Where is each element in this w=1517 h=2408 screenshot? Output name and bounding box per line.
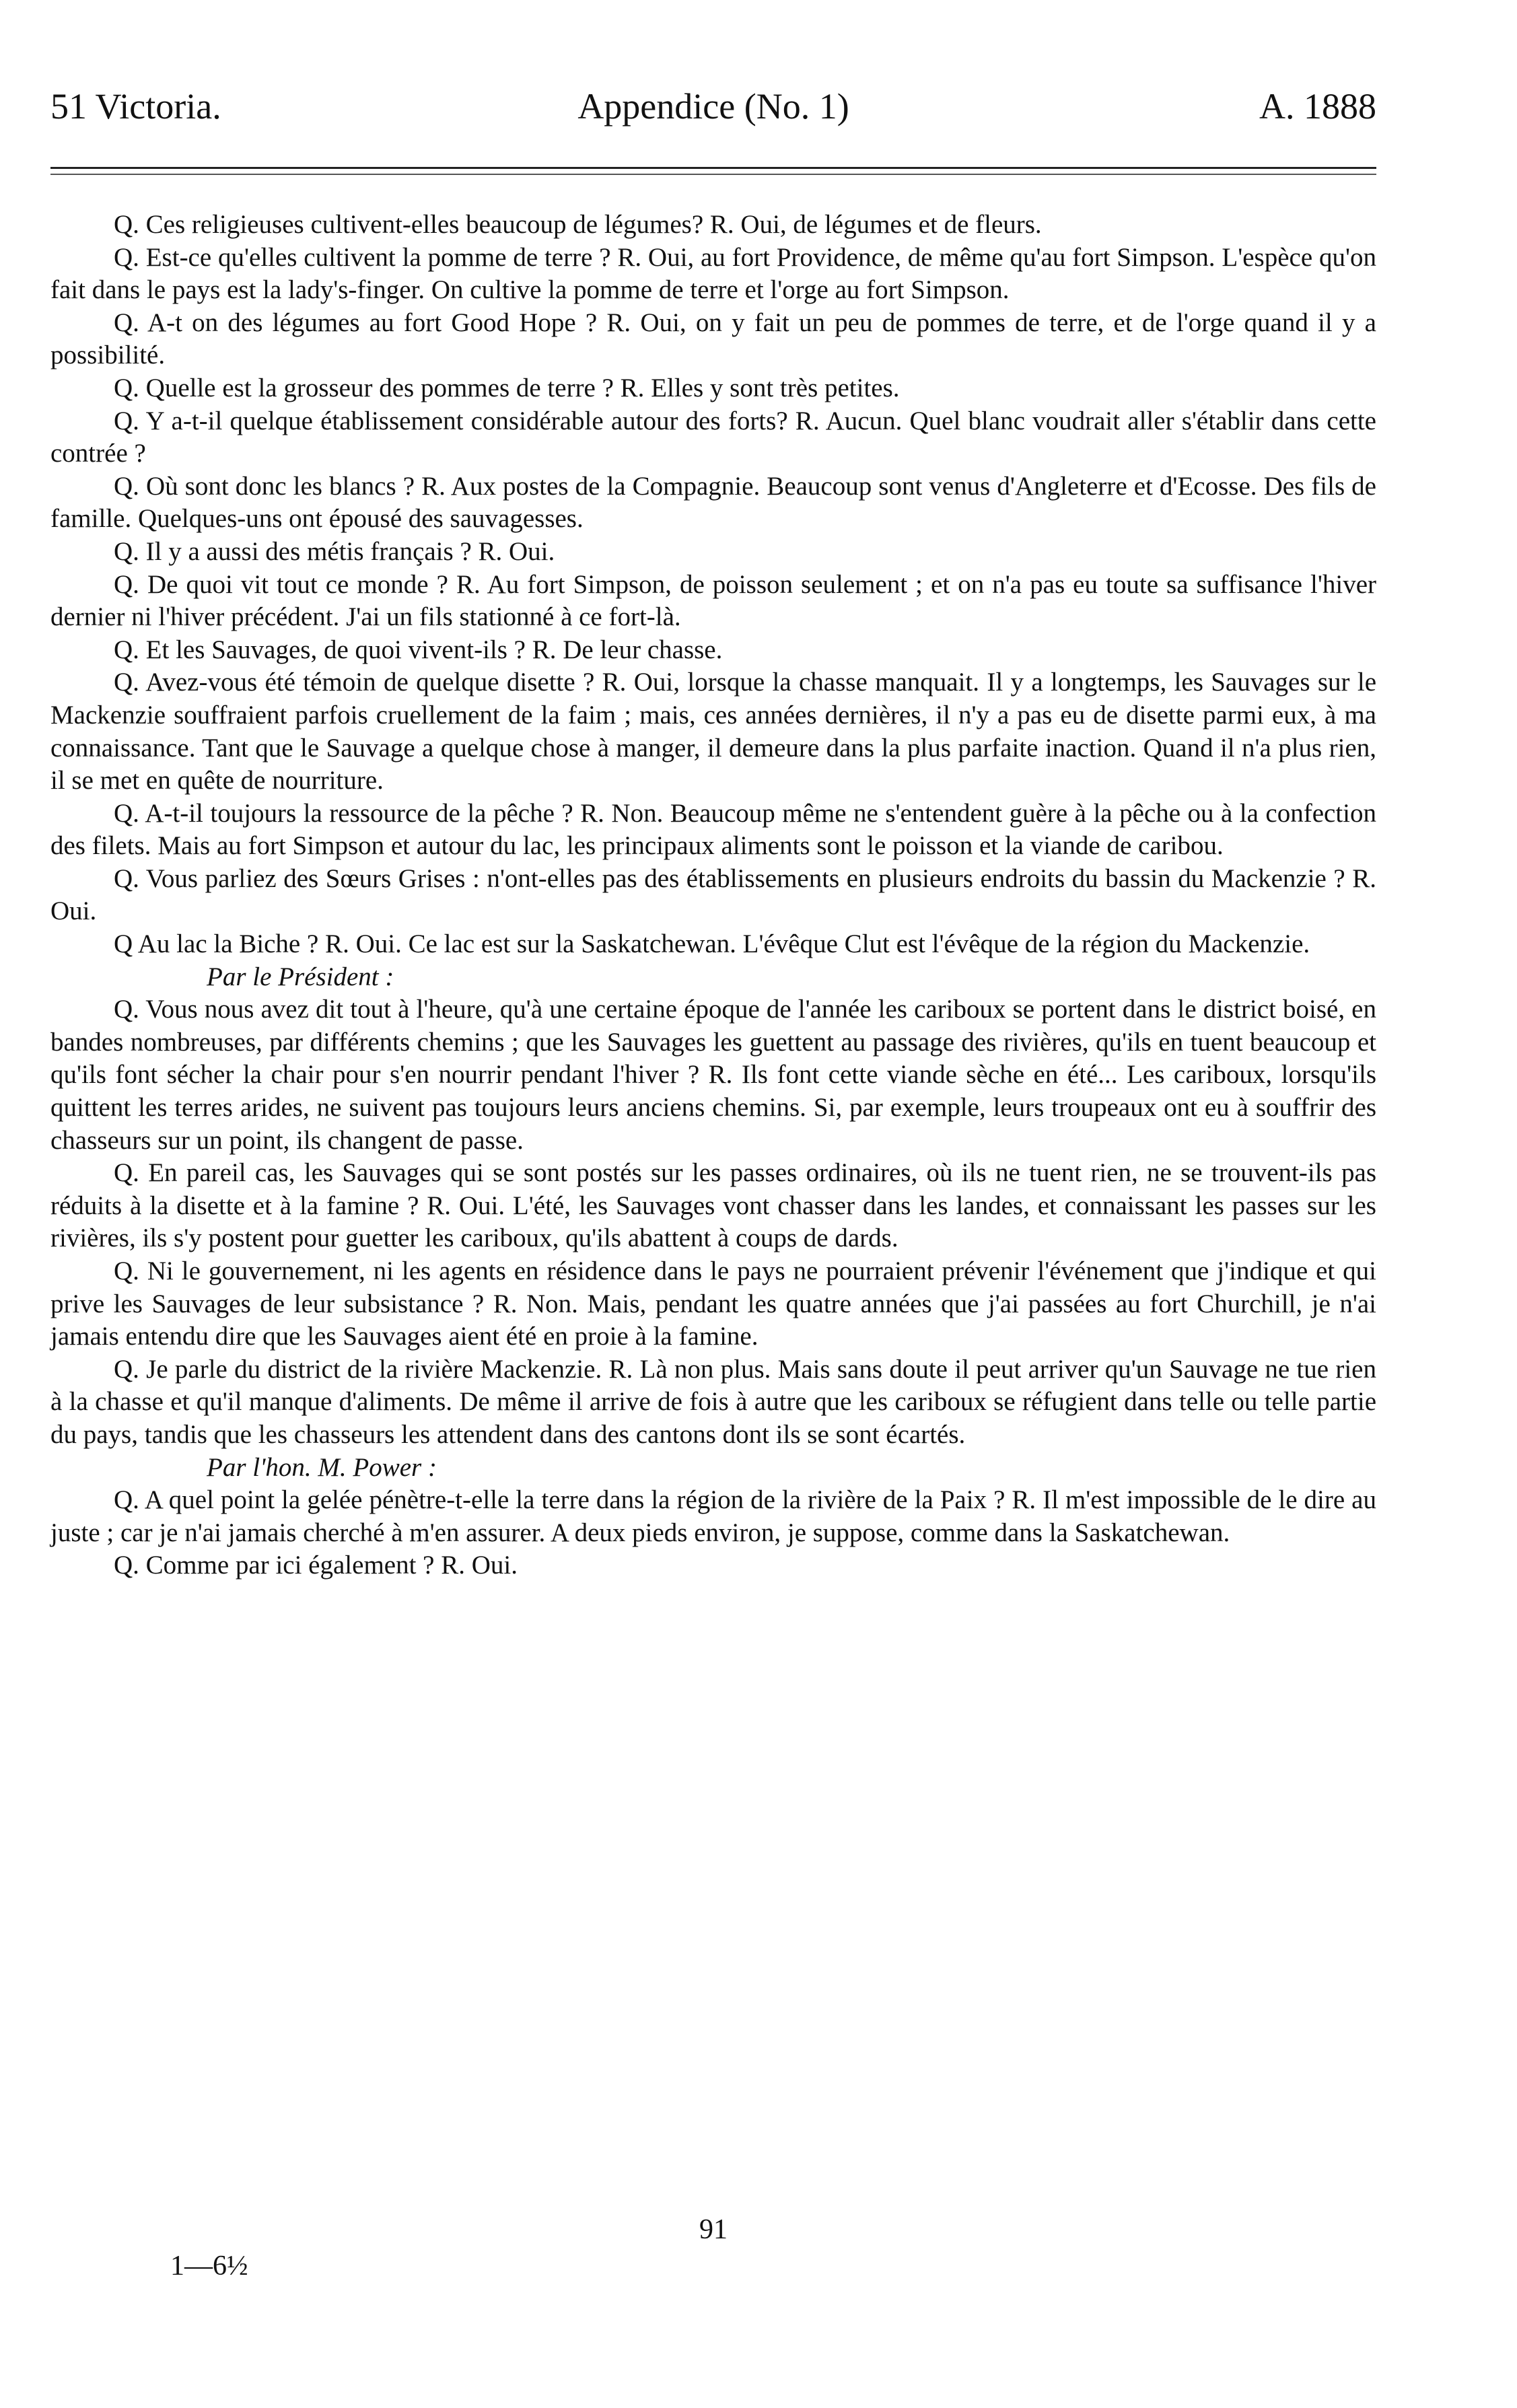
qa-paragraph: Q. Est-ce qu'elles cultivent la pomme de terre ? R. Oui, au fort Providence, de même qu'au fort Simpson. L'espèce qu'on fait dans le pays est la lady's-finger. On cultive la pomme de terre et l'orge au fort Simpson. [50,242,1376,305]
qa-paragraph: Q. Vous nous avez dit tout à l'heure, qu'à une certaine époque de l'année les cariboux se portent dans le district boisé, en bandes nombreuses, par différents chemins ; que les Sauvages les guettent au passage des rivières, qu'ils en tuent beaucoup et qu'ils font sécher la chair pour s'en nourrir pendant l'hiver ? R. Ils font cette viande sèche en été... Les cariboux, lorsqu'ils quittent les terres arides, ne suivent pas toujours leurs anciens chemins. Si, par exemple, leurs troupeaux ont eu à souffrir des chasseurs sur un point, ils changent de passe. [50,995,1376,1155]
qa-paragraph: Q. A quel point la gelée pénètre-t-elle la terre dans la région de la rivière de la Paix ? R. Il m'est impossible de le dire au juste ; car je n'ai jamais cherché à m'en assurer. A deux pieds environ, je suppose, comme dans la Saskatchewan. [50,1485,1376,1547]
qa-paragraph: Q. A-t-il toujours la ressource de la pêche ? R. Non. Beaucoup même ne s'entendent guère à la pêche ou à la confection des filets. Mais au fort Simpson et autour du lac, les principaux aliments sont le poisson et la viande de caribou. [50,798,1376,861]
qa-paragraph: Q. Il y a aussi des métis français ? R. Oui. [114,536,555,566]
qa-paragraph: Q. Je parle du district de la rivière Mackenzie. R. Là non plus. Mais sans doute il peut arriver qu'un Sauvage ne tue rien à la chasse et qu'il manque d'aliments. De même il arrive de fois à autre que les cariboux se réfugient dans telle ou telle partie du pays, tandis que les chasseurs les attendent dans des cantons dont ils se sont écartés. [50,1354,1376,1449]
qa-paragraph: Q. De quoi vit tout ce monde ? R. Au fort Simpson, de poisson seulement ; et on n'a pas eu toute sa suffisance l'hiver dernier ni l'hiver précédent. J'ai un fils stationné à ce fort-là. [50,569,1376,632]
qa-paragraph: Q. Ni le gouvernement, ni les agents en résidence dans le pays ne pourraient prévenir l'événement que j'indique et qui prive les Sauvages de leur subsistance ? R. Non. Mais, pendant les quatre années que j'ai passées au fort Churchill, je n'ai jamais entendu dire que les Sauvages aient été en proie à la famine. [50,1256,1376,1351]
page-header [50,86,1376,127]
speaker-heading: Par l'hon. M. Power : [207,1452,437,1482]
qa-paragraph: Q. Quelle est la grosseur des pommes de terre ? R. Elles y sont très petites. [114,373,900,402]
qa-paragraph: Q. Avez-vous été témoin de quelque disette ? R. Oui, lorsque la chasse manquait. Il y a longtemps, les Sauvages sur le Mackenzie souffraient parfois cruellement de la faim ; mais, ces années dernières, il n'y a pas eu de disette parmi eux, à ma connaissance. Tant que le Sauvage a quelque chose à manger, il demeure dans la plus parfaite inaction. Quand il n'a plus rien, il se met en quête de nourriture. [50,668,1376,795]
header-rule [50,167,1376,169]
qa-paragraph: Q Au lac la Biche ? R. Oui. Ce lac est sur la Saskatchewan. L'évêque Clut est l'évêque de la région du Mackenzie. [114,929,1310,959]
speaker-heading: Par le Président : [207,962,394,991]
header-session: 51 Victoria. [50,86,221,127]
page-number: 91 [699,2214,728,2245]
qa-paragraph: Q. Comme par ici également ? R. Oui. [114,1551,518,1580]
qa-paragraph: Q. Ces religieuses cultivent-elles beaucoup de légumes? R. Oui, de légumes et de fleurs. [114,210,1042,239]
qa-paragraph: Q. Où sont donc les blancs ? R. Aux postes de la Compagnie. Beaucoup sont venus d'Angleterre et d'Ecosse. Des fils de famille. Quelques-uns ont épousé des sauvagesses. [50,471,1376,534]
qa-paragraph: Q. Y a-t-il quelque établissement considérable autour des forts? R. Aucun. Quel blanc voudrait aller s'établir dans cette contrée ? [50,406,1376,468]
qa-paragraph: Q. En pareil cas, les Sauvages qui se sont postés sur les passes ordinaires, où ils ne tuent rien, ne se trouvent-ils pas réduits à la disette et à la famine ? R. Oui. L'été, les Sauvages vont chasser dans les landes, et connaissant les passes sur les rivières, ils s'y postent pour guetter les cariboux, qu'ils abattent à coups de dards. [50,1158,1376,1253]
qa-paragraph: Q. A-t on des légumes au fort Good Hope ? R. Oui, on y fait un peu de pommes de terre, et de l'orge quand il y a possibilité. [50,308,1376,370]
qa-paragraph: Q. Et les Sauvages, de quoi vivent-ils ? R. De leur chasse. [114,635,723,664]
qa-paragraph: Q. Vous parliez des Sœurs Grises : n'ont-elles pas des établissements en plusieurs endroits du bassin du Mackenzie ? R. Oui. [50,863,1376,926]
document-page [50,0,1376,2408]
header-rule-secondary [50,174,1376,175]
signature-mark: 1—6½ [170,2251,248,2281]
document-body [50,209,1376,1582]
header-year: A. 1888 [1259,86,1376,127]
header-appendix: Appendice (No. 1) [577,86,849,127]
